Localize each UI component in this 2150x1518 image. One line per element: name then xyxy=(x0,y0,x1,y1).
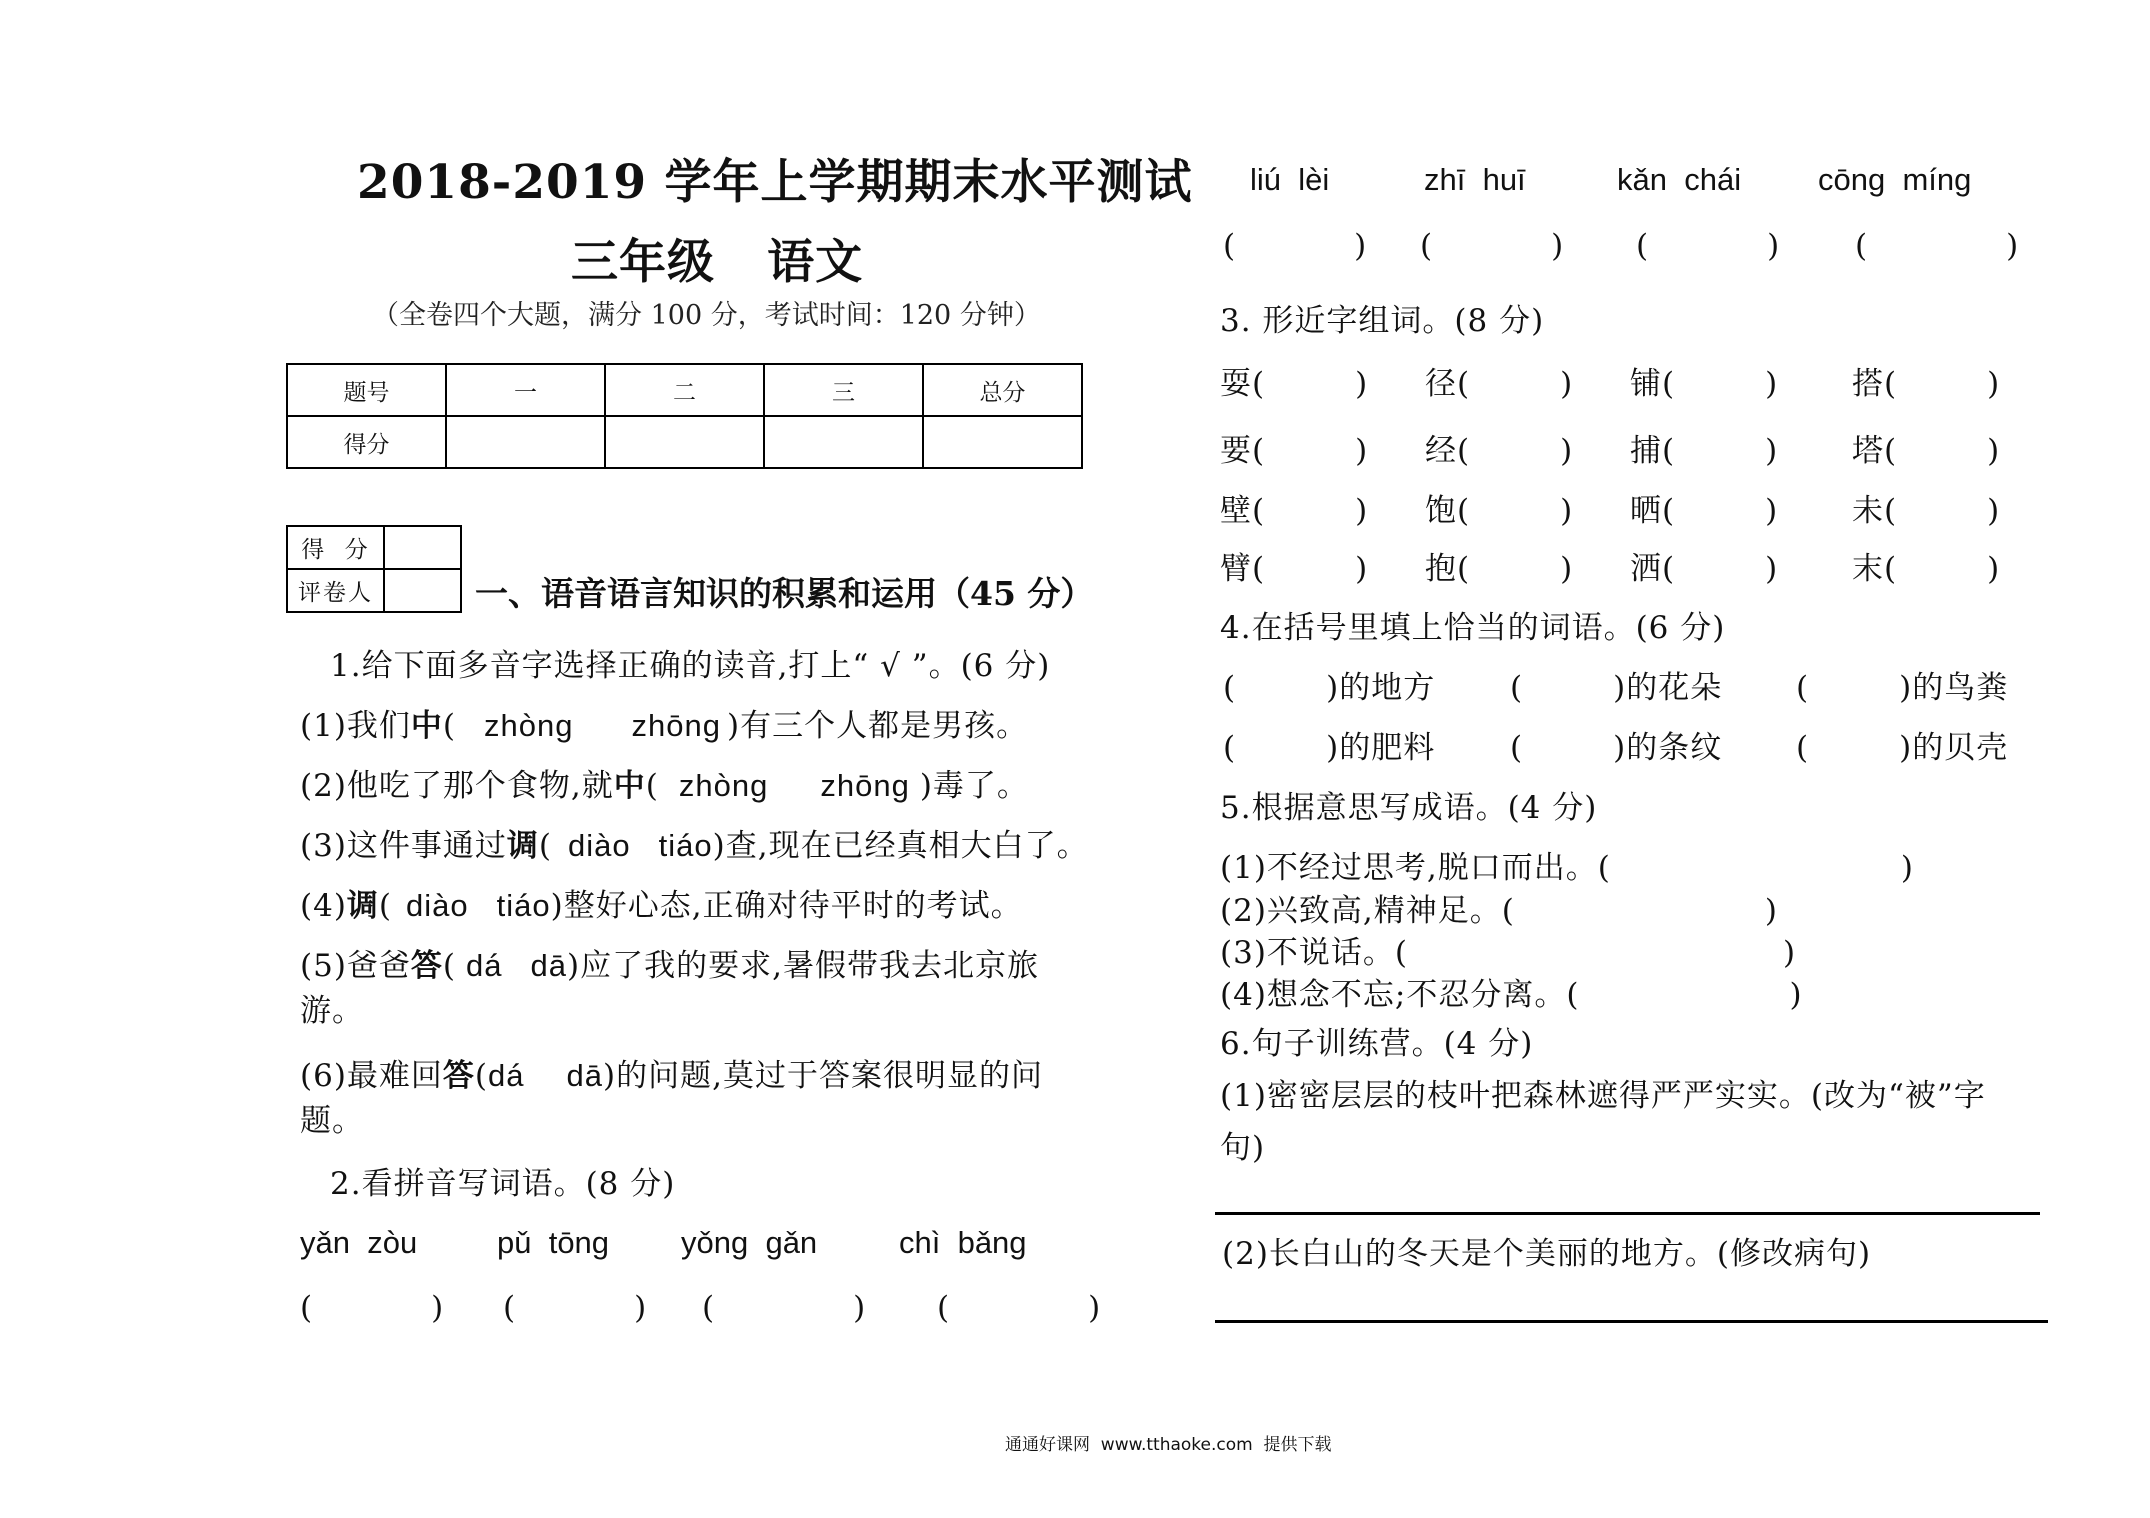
q3-item[interactable]: 捕( ) xyxy=(1630,433,1779,469)
paren-open: ( xyxy=(442,708,457,744)
exam-note: （全卷四个大题，满分 100 分，考试时间：120 分钟） xyxy=(372,300,1041,331)
q2-answer-box[interactable]: ( ) xyxy=(503,1290,648,1326)
paren-close: ) xyxy=(567,948,581,984)
score-cell[interactable] xyxy=(446,416,605,468)
q3-item[interactable]: 洒( ) xyxy=(1630,551,1779,587)
q3-item[interactable]: 径( ) xyxy=(1425,366,1574,402)
score-head-cell: 二 xyxy=(605,364,764,416)
q1-option-a[interactable]: dá xyxy=(488,1058,525,1093)
score-cell[interactable] xyxy=(605,416,764,468)
score-table-row xyxy=(287,416,1082,468)
q1-title: 1.给下面多音字选择正确的读音,打上“ √ ”。(6 分) xyxy=(330,648,1051,684)
grader-box xyxy=(286,525,462,613)
q1-item-char: 调 xyxy=(506,828,539,864)
q1-item-char: 答 xyxy=(442,1058,475,1094)
q2-answer-box[interactable]: ( ) xyxy=(300,1290,445,1326)
paren-close: ) xyxy=(550,888,564,924)
q1-item-2 xyxy=(300,760,1029,805)
q4-title: 4.在括号里填上恰当的词语。(6 分) xyxy=(1220,610,1726,646)
grader-score-cell[interactable] xyxy=(384,526,461,569)
q1-item-5 xyxy=(300,940,1039,985)
q3-item[interactable]: 抱( ) xyxy=(1425,551,1574,587)
q2-answer-box[interactable]: ( ) xyxy=(1223,228,1368,264)
q3-item[interactable]: 末( ) xyxy=(1852,551,2001,587)
exam-subtitle: 三年级 语文 xyxy=(571,235,864,290)
q1-item-text: 查,现在已经真相大白了。 xyxy=(725,828,1089,864)
q2-answer-box[interactable]: ( ) xyxy=(702,1290,867,1326)
q2-answer-box[interactable]: ( ) xyxy=(937,1290,1102,1326)
q4-item[interactable]: ( )的肥料 xyxy=(1223,730,1436,766)
q3-item[interactable]: 未( ) xyxy=(1852,493,2001,529)
q2-pinyin: liú lèi xyxy=(1250,162,1330,197)
q6-title: 6.句子训练营。(4 分) xyxy=(1220,1026,1534,1062)
q1-item-text: (5)爸爸 xyxy=(300,948,411,984)
grader-name-cell[interactable] xyxy=(384,569,461,612)
q2-pinyin: yǒng gǎn xyxy=(681,1225,818,1260)
exam-title: 2018-2019 学年上学期期末水平测试 xyxy=(357,155,1193,210)
q3-item[interactable]: 壁( ) xyxy=(1220,493,1369,529)
score-cell[interactable] xyxy=(764,416,923,468)
q1-item-text: (6)最难回 xyxy=(300,1058,443,1094)
q1-item-text: (3)这件事通过 xyxy=(300,828,507,864)
q4-item[interactable]: ( )的地方 xyxy=(1223,670,1436,706)
paren-close: ) xyxy=(919,768,933,804)
q3-item[interactable]: 塔( ) xyxy=(1852,433,2001,469)
q1-item-6 xyxy=(300,1050,1043,1095)
q3-item[interactable]: 臂( ) xyxy=(1220,551,1369,587)
paren-open: ( xyxy=(442,948,457,984)
q1-item-text: (4) xyxy=(300,888,347,924)
paren-close: ) xyxy=(712,828,726,864)
q5-item[interactable]: (3)不说话。( ) xyxy=(1220,935,1797,971)
paren-open: ( xyxy=(645,768,659,804)
q3-item[interactable]: 晒( ) xyxy=(1630,493,1779,529)
q6-answer-line-2[interactable] xyxy=(1215,1320,2048,1323)
q2-pinyin: yǎn zòu xyxy=(300,1225,418,1260)
q1-item-text: (2)他吃了那个食物,就 xyxy=(300,768,614,804)
grader-name-label: 评卷人 xyxy=(287,569,384,612)
q1-item-text: 整好心态,正确对待平时的考试。 xyxy=(563,888,1023,924)
paren-close: ) xyxy=(603,1058,617,1094)
grader-score-label: 得 分 xyxy=(287,526,384,569)
q1-item-3 xyxy=(300,820,1089,865)
q1-item-char: 调 xyxy=(346,888,379,924)
q1-item-char: 中 xyxy=(410,708,443,744)
q2-title: 2.看拼音写词语。(8 分) xyxy=(330,1166,676,1202)
score-row-label: 得分 xyxy=(287,416,446,468)
q1-option-b[interactable]: dā xyxy=(530,948,567,983)
q2-pinyin: zhī huī xyxy=(1424,162,1526,197)
q2-answer-box[interactable]: ( ) xyxy=(1636,228,1781,264)
q5-item[interactable]: (4)想念不忘;不忍分离。( ) xyxy=(1220,977,1803,1013)
q1-item-text: 有三个人都是男孩。 xyxy=(740,708,1029,744)
q5-item[interactable]: (2)兴致高,精神足。( ) xyxy=(1220,893,1778,929)
q6-item-2: (2)长白山的冬天是个美丽的地方。(修改病句) xyxy=(1222,1236,1872,1272)
q1-item-text: 应了我的要求,暑假带我去北京旅 xyxy=(580,948,1039,984)
q6-item-1: (1)密密层层的枝叶把森林遮得严严实实。(改为“被”字 xyxy=(1220,1078,1986,1114)
paren-close: ) xyxy=(726,708,741,744)
score-table xyxy=(286,363,1083,469)
q1-item-1 xyxy=(300,700,1028,745)
q3-item[interactable]: 搭( ) xyxy=(1852,366,2001,402)
score-cell[interactable] xyxy=(923,416,1082,468)
q1-option-b[interactable]: zhōng xyxy=(631,708,721,743)
q3-title: 3. 形近字组词。(8 分) xyxy=(1220,303,1545,339)
q4-item[interactable]: ( )的花朵 xyxy=(1510,670,1723,706)
score-head-cell: 一 xyxy=(446,364,605,416)
paren-open: ( xyxy=(378,888,393,924)
q2-pinyin: pǔ tōng xyxy=(497,1225,610,1260)
q1-item-text: 毒了。 xyxy=(932,768,1029,804)
q4-item[interactable]: ( )的条纹 xyxy=(1510,730,1723,766)
q4-item[interactable]: ( )的鸟粪 xyxy=(1796,670,2009,706)
q6-item-1-cont: 句) xyxy=(1220,1130,1266,1166)
q4-item[interactable]: ( )的贝壳 xyxy=(1796,730,2009,766)
footer-source: 通通好课网 www.tthaoke.com 提供下载 xyxy=(1005,1435,1332,1455)
q1-option-b[interactable]: dā xyxy=(566,1058,603,1093)
q2-pinyin: kǎn chái xyxy=(1617,162,1742,197)
q1-item-text: (1)我们 xyxy=(300,708,411,744)
q1-option-b[interactable]: zhōng xyxy=(820,768,910,803)
q1-item-char: 中 xyxy=(613,768,646,804)
q1-item-text: 的问题,莫过于答案很明显的问 xyxy=(616,1058,1043,1094)
score-table-head xyxy=(287,364,1082,416)
q1-item-6-cont: 题。 xyxy=(300,1103,364,1139)
q1-option-a[interactable]: dá xyxy=(466,948,503,983)
q1-option-b[interactable]: tiáo xyxy=(496,888,551,923)
q3-item[interactable]: 要( ) xyxy=(1220,433,1369,469)
q3-item[interactable]: 耍( ) xyxy=(1220,366,1369,402)
q5-item[interactable]: (1)不经过思考,脱口而出。( ) xyxy=(1220,850,1914,886)
q1-option-a[interactable]: zhòng xyxy=(484,708,574,743)
q5-title: 5.根据意思写成语。(4 分) xyxy=(1220,790,1598,826)
q3-item[interactable]: 饱( ) xyxy=(1425,493,1574,529)
score-head-cell: 总分 xyxy=(923,364,1082,416)
paren-open: ( xyxy=(538,828,553,864)
paren-open: ( xyxy=(474,1058,489,1094)
q1-option-a[interactable]: diào xyxy=(406,888,469,923)
q3-item[interactable]: 铺( ) xyxy=(1630,366,1779,402)
q1-item-char: 答 xyxy=(410,948,443,984)
section1-title: 一、语音语言知识的积累和运用（45 分） xyxy=(475,574,1094,613)
q1-option-a[interactable]: diào xyxy=(568,828,631,863)
q6-answer-line-1[interactable] xyxy=(1215,1212,2040,1215)
score-head-cell: 题号 xyxy=(287,364,446,416)
q1-option-a[interactable]: zhòng xyxy=(678,768,769,803)
q2-pinyin: chì bǎng xyxy=(899,1225,1027,1260)
score-head-cell: 三 xyxy=(764,364,923,416)
q2-answer-box[interactable]: ( ) xyxy=(1420,228,1565,264)
q1-option-b[interactable]: tiáo xyxy=(658,828,713,863)
q1-item-4 xyxy=(300,880,1023,925)
q2-pinyin: cōng míng xyxy=(1818,162,1972,197)
q3-item[interactable]: 经( ) xyxy=(1425,433,1574,469)
q2-answer-box[interactable]: ( ) xyxy=(1855,228,2020,264)
q1-item-5-cont: 游。 xyxy=(300,993,364,1029)
